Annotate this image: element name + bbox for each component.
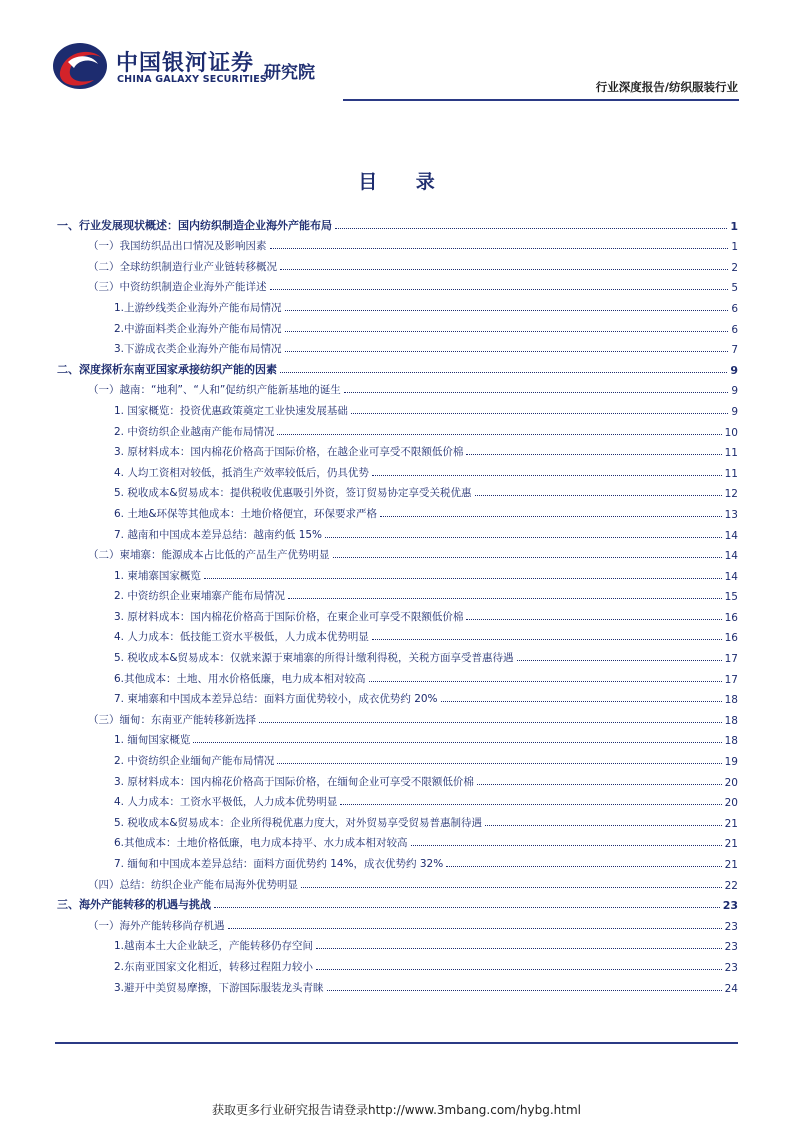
toc-entry-label: （一）越南：“地利”、“人和”促纺织产能新基地的诞生 <box>88 384 341 397</box>
toc-entry[interactable] <box>57 274 738 295</box>
toc-entry-page: 6 <box>731 323 738 336</box>
toc-entry-label: 4. 人均工资相对较低，抵消生产效率较低后，仍具优势 <box>114 466 369 479</box>
toc-entry[interactable] <box>57 686 738 707</box>
toc-entry[interactable] <box>57 727 738 748</box>
toc-entry-label: 6. 土地&环保等其他成本：土地价格便宜，环保要求严格 <box>114 507 378 520</box>
toc-entry-label: 三、海外产能转移的机遇与挑战 <box>57 898 211 912</box>
toc-entry-page: 10 <box>724 426 738 439</box>
toc-dot-leader <box>280 372 727 373</box>
toc-entry-page: 13 <box>724 508 738 521</box>
toc-entry-label: 7. 越南和中国成本差异总结：越南约低 15% <box>114 528 323 541</box>
toc-entry-label: 5. 税收成本&贸易成本：仅就来源于柬埔寨的所得计缴利得税，关税方面享受普惠待遇 <box>114 652 514 665</box>
toc-entry-label: （四）总结：纺织企业产能布局海外优势明显 <box>88 878 298 891</box>
toc-entry-page: 20 <box>724 797 738 810</box>
toc-entry-page: 14 <box>724 550 738 563</box>
toc-entry-label: 3. 原材料成本：国内棉花价格高于国际价格，在越企业可享受不限额低价棉 <box>114 446 464 459</box>
toc-entry[interactable] <box>57 912 738 933</box>
toc-entry-page: 2 <box>731 261 738 274</box>
toc-entry-label: 1.上游纱线类企业海外产能布局情况 <box>114 301 282 314</box>
toc-entry[interactable] <box>57 871 738 892</box>
toc-dot-leader <box>411 845 722 846</box>
toc-dot-leader <box>517 660 722 661</box>
toc-entry[interactable] <box>57 542 738 563</box>
toc-entry[interactable] <box>57 933 738 954</box>
toc-entry-label: 7. 缅甸和中国成本差异总结：面料方面优势约 14%，成衣优势约 32% <box>114 858 444 870</box>
toc-entry[interactable] <box>57 789 738 810</box>
toc-entry[interactable] <box>57 439 738 460</box>
toc-entry-page: 11 <box>724 447 738 460</box>
toc-entry[interactable] <box>57 377 738 398</box>
toc-entry-label: 一、行业发展现状概述：国内纺织制造企业海外产能布局 <box>57 218 332 232</box>
toc-entry-label: 二、深度探析东南亚国家承接纺织产能的因素 <box>57 362 277 376</box>
toc-dot-leader <box>325 537 722 538</box>
toc-entry[interactable] <box>57 480 738 501</box>
toc-entry[interactable] <box>57 562 738 583</box>
toc-entry[interactable] <box>57 583 738 604</box>
header-divider <box>343 99 739 101</box>
toc-entry[interactable] <box>57 500 738 521</box>
toc-entry[interactable] <box>57 768 738 789</box>
toc-entry[interactable] <box>57 644 738 665</box>
toc-entry-page: 9 <box>731 405 738 418</box>
toc-entry-page: 14 <box>724 529 738 542</box>
toc-entry-label: 5. 税收成本&贸易成本：提供税收优惠吸引外资，签订贸易协定享受关税优惠 <box>114 487 472 500</box>
toc-entry-page: 23 <box>724 920 738 933</box>
toc-entry-label: （三）缅甸：东南亚产能转移新选择 <box>88 713 256 726</box>
toc-entry-label: 4. 人力成本：工资水平极低，人力成本优势明显 <box>114 796 338 809</box>
toc-entry-label: 2.中游面料类企业海外产能布局情况 <box>114 322 282 335</box>
toc-dot-leader <box>335 228 727 229</box>
toc-entry-label: 5. 税收成本&贸易成本：企业所得税优惠力度大，对外贸易享受贸易普惠制待遇 <box>114 816 483 829</box>
toc-entry[interactable] <box>57 356 738 377</box>
report-category-tag: 行业深度报告/纺织服装行业 <box>595 80 738 94</box>
footer-divider <box>55 1042 738 1044</box>
toc-entry-page: 16 <box>724 611 738 624</box>
toc-entry[interactable] <box>57 521 738 542</box>
toc-entry-page: 5 <box>731 282 738 295</box>
toc-entry-page: 23 <box>722 899 738 913</box>
toc-entry[interactable] <box>57 706 738 727</box>
page-header <box>0 0 793 100</box>
toc-dot-leader <box>477 784 722 785</box>
toc-dot-leader <box>204 578 722 579</box>
toc-dot-leader <box>193 742 721 743</box>
toc-entry[interactable] <box>57 624 738 645</box>
toc-entry-page: 12 <box>724 488 738 501</box>
brand-department: 研究院 <box>264 63 315 83</box>
toc-dot-leader <box>277 763 721 764</box>
toc-dot-leader <box>214 907 720 908</box>
toc-entry-page: 11 <box>724 467 738 480</box>
toc-dot-leader <box>301 887 722 888</box>
toc-entry[interactable] <box>57 953 738 974</box>
toc-entry[interactable] <box>57 418 738 439</box>
toc-dot-leader <box>446 866 721 867</box>
toc-entry-label: 3.避开中美贸易摩擦，下游国际服装龙头青睐 <box>114 981 324 994</box>
toc-entry-label: 1.越南本土大企业缺乏，产能转移仍存空间 <box>114 940 314 953</box>
toc-entry-page: 1 <box>730 219 738 233</box>
toc-entry-page: 18 <box>724 735 738 748</box>
toc-entry-label: （二）柬埔寨：能源成本占比低的产品生产优势明显 <box>88 549 330 562</box>
toc-entry-label: 3.下游成衣类企业海外产能布局情况 <box>114 343 282 356</box>
toc-entry-page: 22 <box>724 879 738 892</box>
toc-entry[interactable] <box>57 459 738 480</box>
toc-entry[interactable] <box>57 294 738 315</box>
toc-entry-page: 19 <box>724 756 738 769</box>
toc-entry-label: 7. 柬埔寨和中国成本差异总结：面料方面优势较小，成衣优势约 20% <box>114 693 438 706</box>
toc-entry[interactable] <box>57 809 738 830</box>
toc-entry-label: 2. 中资纺织企业越南产能布局情况 <box>114 425 275 438</box>
galaxy-logo-icon <box>50 40 110 92</box>
toc-dot-leader <box>327 990 722 991</box>
toc-entry-page: 1 <box>731 241 738 254</box>
toc-dot-leader <box>372 475 722 476</box>
toc-entry[interactable] <box>57 233 738 254</box>
brand-name-en: CHINA GALAXY SECURITIES <box>117 74 267 85</box>
toc-dot-leader <box>259 722 722 723</box>
toc-dot-leader <box>270 289 729 290</box>
toc-dot-leader <box>441 701 722 702</box>
toc-entry[interactable] <box>57 850 738 871</box>
toc-entry-page: 17 <box>724 673 738 686</box>
toc-dot-leader <box>316 948 722 949</box>
toc-dot-leader <box>475 495 722 496</box>
brand-name-cn: 中国银河证券 <box>116 51 255 76</box>
toc-entry-label: 4. 人力成本：低技能工资水平极低，人力成本优势明显 <box>114 631 369 644</box>
toc-entry-page: 18 <box>724 694 738 707</box>
toc-entry-page: 21 <box>724 859 738 871</box>
toc-entry[interactable] <box>57 892 738 913</box>
toc-entry-label: 6.其他成本：土地价格低廉，电力成本持平、水力成本相对较高 <box>114 837 408 850</box>
toc-entry-page: 6 <box>731 302 738 315</box>
toc-entry-page: 23 <box>724 941 738 954</box>
toc-entry[interactable] <box>57 397 738 418</box>
toc-entry[interactable] <box>57 253 738 274</box>
toc-entry-label: （三）中资纺织制造企业海外产能详述 <box>88 281 267 294</box>
toc-entry-label: 2. 中资纺织企业柬埔寨产能布局情况 <box>114 590 285 603</box>
toc-entry-label: （一）我国纺织品出口情况及影响因素 <box>88 240 267 253</box>
toc-entry-page: 14 <box>724 570 738 583</box>
toc-entry[interactable] <box>57 747 738 768</box>
toc-entry[interactable] <box>57 974 738 995</box>
toc-dot-leader <box>372 639 722 640</box>
toc-entry-label: （二）全球纺织制造行业产业链转移概况 <box>88 260 277 273</box>
toc-entry-page: 9 <box>730 363 738 377</box>
toc-entry[interactable] <box>57 315 738 336</box>
toc-dot-leader <box>369 681 722 682</box>
toc-entry-label: 2. 中资纺织企业缅甸产能布局情况 <box>114 755 275 768</box>
toc-entry[interactable] <box>57 212 738 233</box>
toc-dot-leader <box>380 516 722 517</box>
toc-entry-label: 1. 缅甸国家概览 <box>114 734 191 747</box>
toc-entry[interactable] <box>57 336 738 357</box>
toc-entry-page: 20 <box>724 776 738 789</box>
toc-entry[interactable] <box>57 665 738 686</box>
toc-entry-page: 18 <box>724 714 738 727</box>
toc-dot-leader <box>277 434 721 435</box>
toc-dot-leader <box>288 598 722 599</box>
toc-entry-label: 2.东南亚国家文化相近，转移过程阻力较小 <box>114 960 314 973</box>
toc-entry-page: 23 <box>724 961 738 974</box>
toc-entry-page: 16 <box>724 632 738 645</box>
toc-dot-leader <box>285 351 729 352</box>
toc-entry-page: 7 <box>731 344 738 357</box>
toc-dot-leader <box>285 310 729 311</box>
toc-dot-leader <box>344 392 729 393</box>
toc-dot-leader <box>351 413 728 414</box>
toc-entry-label: 1. 柬埔寨国家概览 <box>114 569 201 582</box>
table-of-contents <box>57 212 738 995</box>
toc-dot-leader <box>285 331 729 332</box>
toc-entry-label: 1. 国家概览：投资优惠政策奠定工业快速发展基础 <box>114 404 348 417</box>
toc-entry-label: 6.其他成本：土地、用水价格低廉，电力成本相对较高 <box>114 672 366 685</box>
toc-dot-leader <box>316 969 722 970</box>
toc-entry-page: 15 <box>724 591 738 604</box>
toc-entry-label: 3. 原材料成本：国内棉花价格高于国际价格，在缅甸企业可享受不限额低价棉 <box>114 775 474 788</box>
toc-entry-label: （一）海外产能转移尚存机遇 <box>88 919 225 932</box>
toc-entry-page: 9 <box>731 385 738 398</box>
toc-dot-leader <box>228 928 722 929</box>
toc-dot-leader <box>466 454 721 455</box>
toc-entry-label: 3. 原材料成本：国内棉花价格高于国际价格，在柬企业可享受不限额低价棉 <box>114 610 464 623</box>
toc-entry[interactable] <box>57 603 738 624</box>
toc-dot-leader <box>466 619 721 620</box>
toc-entry-page: 24 <box>724 982 738 995</box>
toc-dot-leader <box>333 557 722 558</box>
toc-entry-page: 21 <box>724 838 738 851</box>
toc-title: 目 录 <box>358 171 451 193</box>
toc-entry-page: 17 <box>724 653 738 666</box>
toc-dot-leader <box>340 804 721 805</box>
toc-entry[interactable] <box>57 830 738 851</box>
toc-dot-leader <box>280 269 728 270</box>
toc-entry-page: 21 <box>724 817 738 830</box>
toc-dot-leader <box>485 825 722 826</box>
toc-dot-leader <box>270 248 729 249</box>
footer-link-text[interactable]: 获取更多行业研究报告请登录http://www.3mbang.com/hybg.html <box>211 1103 581 1117</box>
